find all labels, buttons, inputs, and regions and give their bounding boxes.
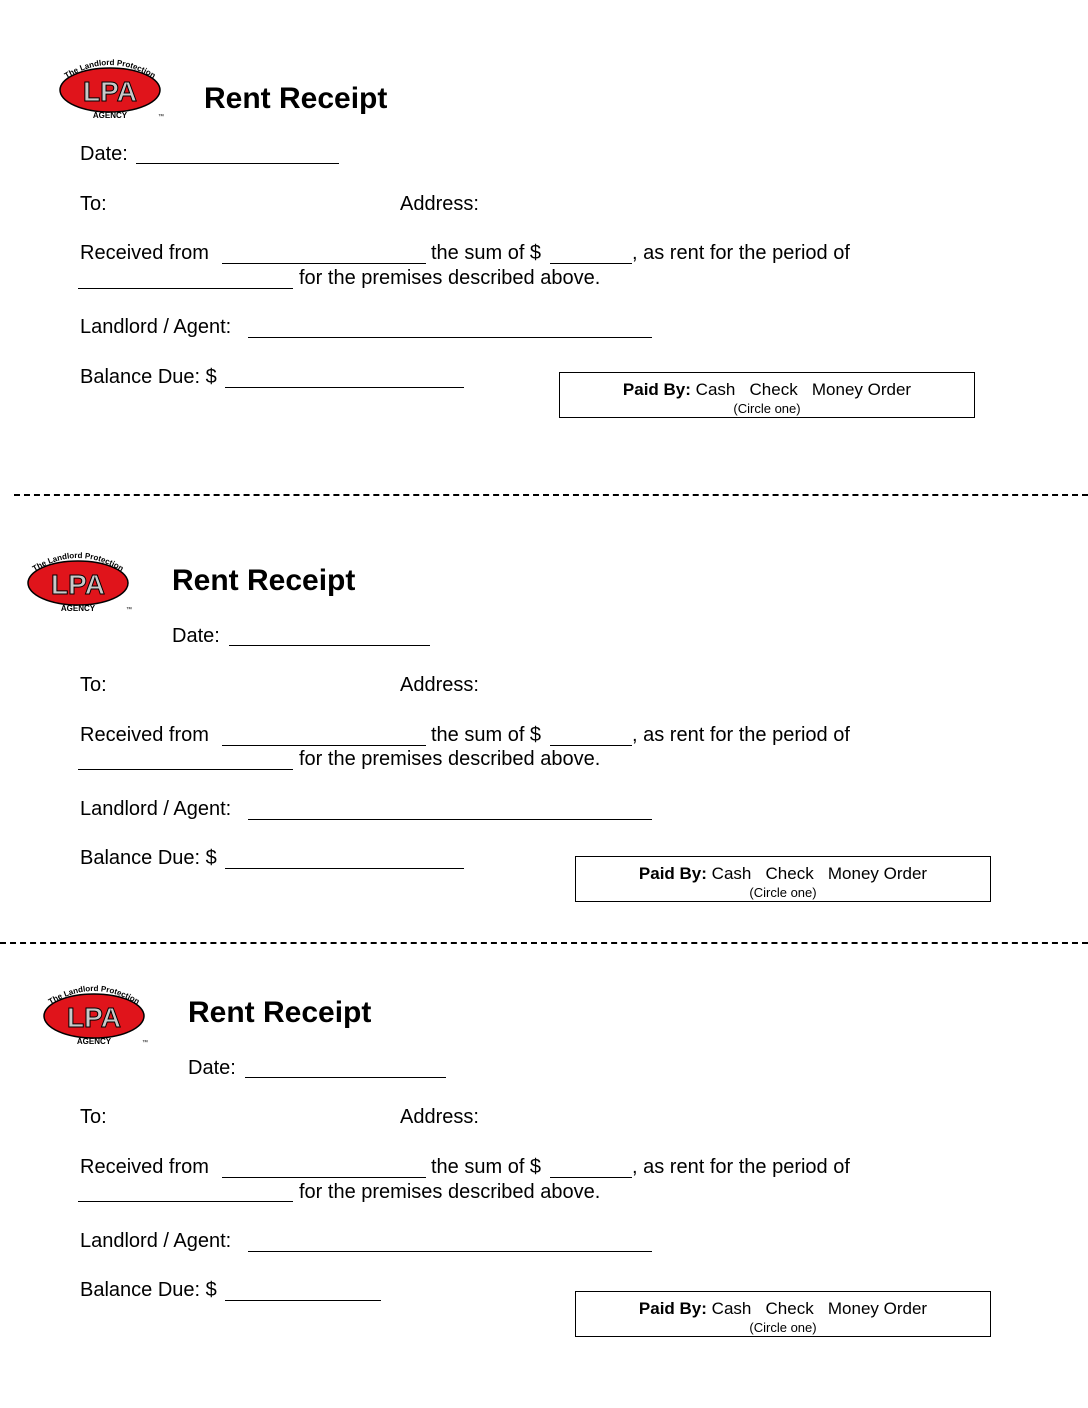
landlord-label: Landlord / Agent: (80, 1230, 232, 1252)
sum-of-label: the sum of $ (431, 242, 542, 264)
circle-one-hint: (Circle one) (733, 401, 801, 416)
address-label: Address: (400, 193, 479, 215)
period-line[interactable] (78, 769, 293, 770)
logo-arc-text: The Landlord Protection (46, 983, 142, 1007)
period-line[interactable] (78, 288, 293, 289)
received-from-label: Received from (80, 724, 209, 746)
logo-agency-text: AGENCY (60, 604, 96, 613)
premises-label: for the premises described above. (299, 267, 601, 289)
received-from-label: Received from (80, 1156, 209, 1178)
to-label: To: (80, 674, 107, 696)
paid-by-label: Paid By: (622, 380, 691, 399)
date-line[interactable] (229, 645, 430, 646)
to-label: To: (80, 1106, 107, 1128)
landlord-label: Landlord / Agent: (80, 798, 232, 820)
receipt-title: Rent Receipt (172, 564, 356, 597)
received-from-label: Received from (80, 242, 209, 264)
rent-period-label: , as rent for the period of (632, 242, 850, 264)
landlord-line[interactable] (248, 819, 652, 820)
premises-label: for the premises described above. (299, 1181, 601, 1203)
circle-one-hint: (Circle one) (749, 1320, 817, 1335)
logo-agency-text: AGENCY (92, 111, 128, 120)
sum-line[interactable] (550, 1177, 632, 1178)
lpa-logo (38, 982, 150, 1048)
logo-tm: ™ (142, 1040, 148, 1046)
premises-label: for the premises described above. (299, 748, 601, 770)
paid-by-options[interactable]: Cash Check Money Order (695, 380, 912, 399)
balance-line[interactable] (225, 1300, 381, 1301)
sum-of-label: the sum of $ (431, 1156, 542, 1178)
date-line[interactable] (245, 1077, 446, 1078)
received-from-line[interactable] (222, 745, 426, 746)
logo-letters: LPA (83, 76, 137, 107)
logo-tm: ™ (126, 607, 132, 613)
paid-by-box (559, 372, 975, 418)
paid-by-label: Paid By: (638, 864, 707, 883)
sum-line[interactable] (550, 263, 632, 264)
date-label: Date: (80, 143, 128, 165)
sum-of-label: the sum of $ (431, 724, 542, 746)
logo-agency-text: AGENCY (76, 1037, 112, 1046)
paid-by-options[interactable]: Cash Check Money Order (711, 864, 928, 883)
circle-one-hint: (Circle one) (749, 885, 817, 900)
logo-arc-text: The Landlord Protection (62, 57, 158, 81)
received-from-line[interactable] (222, 263, 426, 264)
received-from-line[interactable] (222, 1177, 426, 1178)
logo-tm: ™ (158, 114, 164, 120)
cut-line-1 (14, 494, 1088, 496)
logo-letters: LPA (51, 569, 105, 600)
logo-arc-text: The Landlord Protection (30, 550, 126, 574)
sum-line[interactable] (550, 745, 632, 746)
period-line[interactable] (78, 1201, 293, 1202)
paid-by-box (575, 856, 991, 902)
to-label: To: (80, 193, 107, 215)
balance-line[interactable] (225, 868, 464, 869)
paid-by-label: Paid By: (638, 1299, 707, 1318)
address-label: Address: (400, 1106, 479, 1128)
balance-label: Balance Due: $ (80, 847, 217, 869)
receipt-title: Rent Receipt (204, 82, 388, 115)
receipt-title: Rent Receipt (188, 996, 372, 1029)
landlord-label: Landlord / Agent: (80, 316, 232, 338)
logo-letters: LPA (67, 1002, 121, 1033)
landlord-line[interactable] (248, 337, 652, 338)
landlord-line[interactable] (248, 1251, 652, 1252)
rent-period-label: , as rent for the period of (632, 724, 850, 746)
lpa-logo (22, 549, 134, 615)
date-label: Date: (188, 1057, 236, 1079)
lpa-logo (54, 56, 166, 122)
balance-label: Balance Due: $ (80, 1279, 217, 1301)
paid-by-box (575, 1291, 991, 1337)
balance-label: Balance Due: $ (80, 366, 217, 388)
date-label: Date: (172, 625, 220, 647)
rent-period-label: , as rent for the period of (632, 1156, 850, 1178)
date-line[interactable] (136, 163, 339, 164)
address-label: Address: (400, 674, 479, 696)
paid-by-options[interactable]: Cash Check Money Order (711, 1299, 928, 1318)
balance-line[interactable] (225, 387, 464, 388)
cut-line-2 (0, 942, 1088, 944)
